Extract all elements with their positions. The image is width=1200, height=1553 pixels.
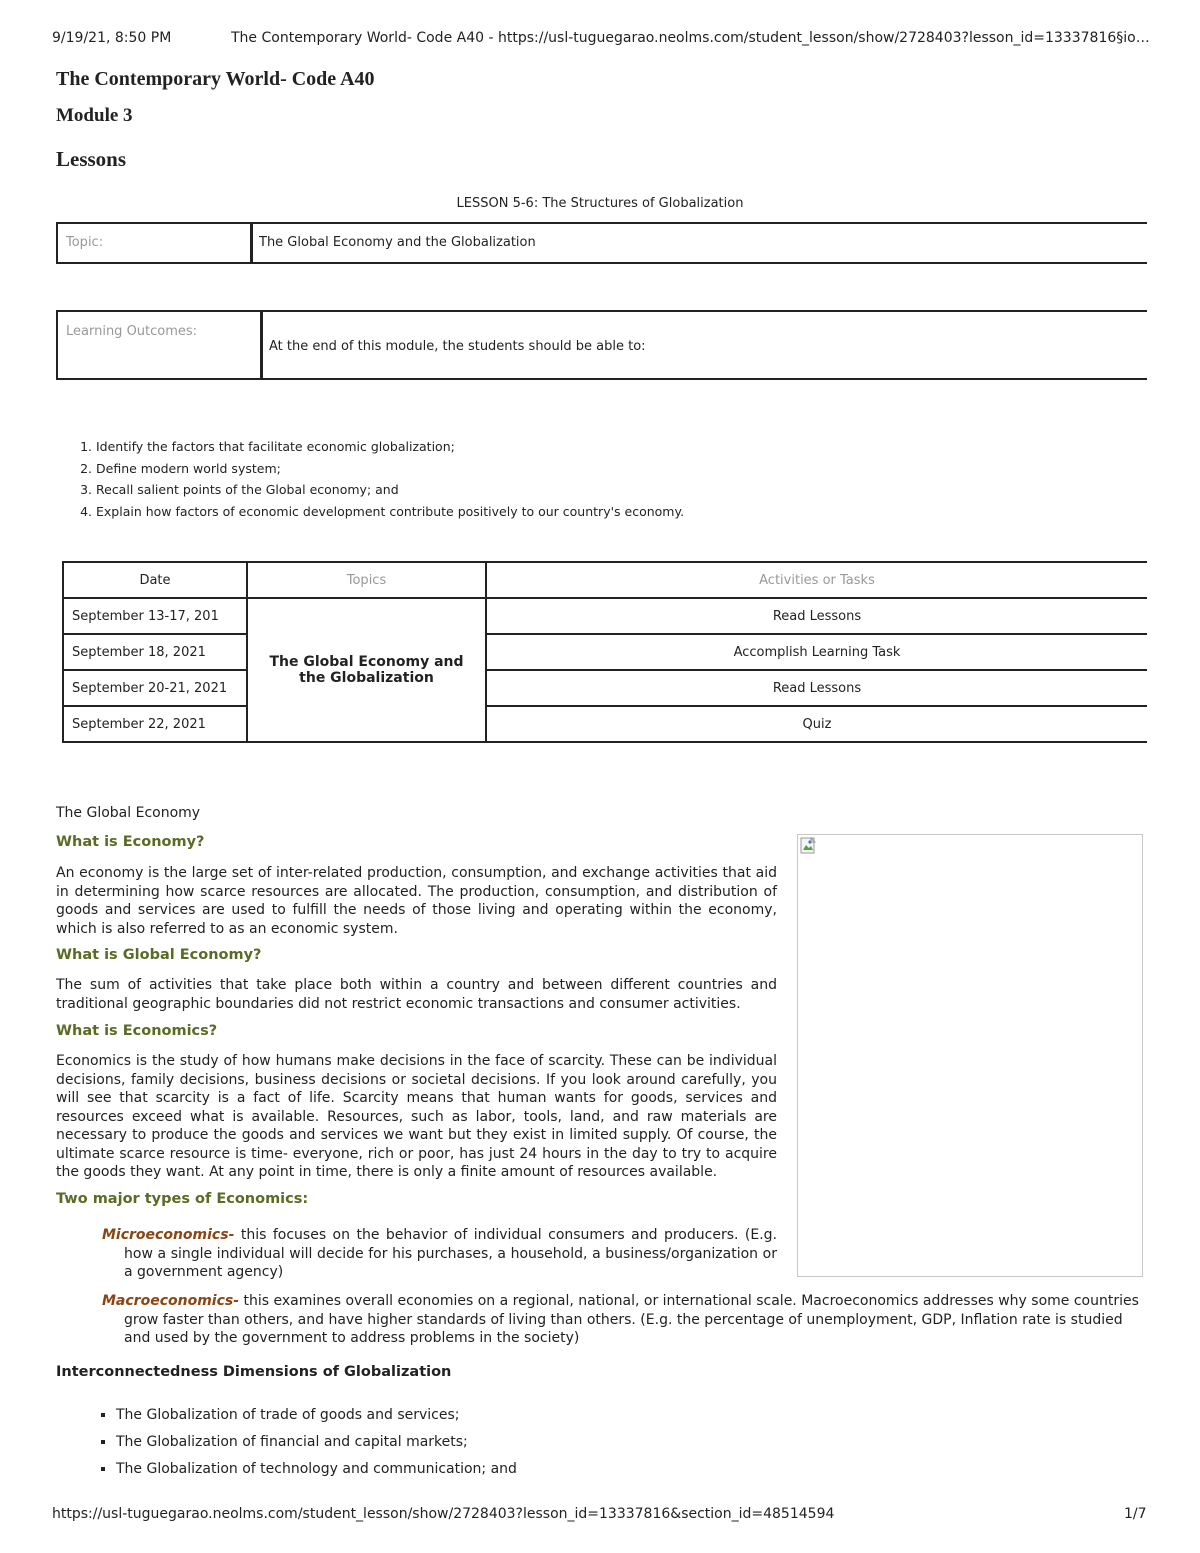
dimension-item: ▪ The Globalization of technology and communication; and [116,1456,517,1483]
course-title: The Contemporary World- Code A40 [56,68,375,90]
row-topic: The Global Economy and the Globalization [247,598,486,742]
print-title-url: The Contemporary World- Code A40 - https://usl-tuguegarao.neolms.com/student_lesson/show/2728403?lesson_id=13337816§io… [231,30,1150,46]
learning-outcomes-box [56,310,1147,380]
content-section-title: The Global Economy [56,805,201,821]
answer-economics: Economics is the study of how humans make decisions in the face of scarcity. These can be individual decisions, family decisions, business decisions or societal decisions. If you look around carefully, you will see that scarcity is a fact of life. Scarcity means that human wants for goods, services and resources exceed what is available. Resources, such as labor, tools, land, and raw materials are necessary to produce the goods and services we want but they exist in limited supply. Of course, the ultimate scarce resource is time- everyone, rich or poor, has just 24 hours in the day to try to acquire the goods they want. At any point in time, there is only a finite amount of resources available. [56,1053,777,1180]
header-activities: Activities or Tasks [486,562,1147,598]
row-date: September 13-17, 201 [63,598,247,634]
row-activity: Quiz [486,706,1147,742]
table-row [63,670,1147,706]
row-activity: Accomplish Learning Task [486,634,1147,670]
table-header-row [63,562,1147,598]
macroeconomics-term: Macroeconomics- [102,1293,240,1309]
row-activity: Read Lessons [486,670,1147,706]
row-activity: Read Lessons [486,598,1147,634]
dimension-item: ▪ The Globalization of trade of goods and services; [116,1402,517,1429]
broken-image-icon [800,837,818,855]
row-date: September 18, 2021 [63,634,247,670]
dimension-item: ▪ The Globalization of financial and capital markets; [116,1429,517,1456]
schedule-table [62,561,1147,743]
table-row [63,598,1147,634]
answer-global-economy: The sum of activities that take place both within a country and between different countries and traditional geographic boundaries did not restrict economic transactions and consumer activities. [56,977,777,1012]
question-economy: What is Economy? [56,834,205,850]
learning-outcomes-intro: At the end of this module, the students should be able to: [269,339,646,354]
topic-box [56,222,1147,264]
topic-value: The Global Economy and the Globalization [259,235,536,250]
outcome-item: 1. Identify the factors that facilitate economic globalization; [96,436,684,458]
section-title: Lessons [56,147,127,171]
header-date: Date [63,562,247,598]
table-row [63,706,1147,742]
outcome-item: 2. Define modern world system; [96,458,684,480]
print-footer-url: https://usl-tuguegarao.neolms.com/student_lesson/show/2728403?lesson_id=13337816&section_id=48514594 [52,1506,835,1522]
question-economics: What is Economics? [56,1023,218,1039]
row-date: September 22, 2021 [63,706,247,742]
topic-label: Topic: [58,224,253,262]
dimensions-list [56,1402,517,1483]
row-date: September 20-21, 2021 [63,670,247,706]
learning-outcomes-label: Learning Outcomes: [58,312,263,378]
question-global-economy: What is Global Economy? [56,947,262,963]
microeconomics-item [102,1226,777,1282]
answer-economy: An economy is the large set of inter-related production, consumption, and exchange activities that aid in determining how scarce resources are allocated. The production, consumption, and distribution of goods and services are used to fulfill the needs of those living and operating within the economy, which is also referred to as an economic system. [56,865,777,937]
microeconomics-term: Microeconomics- [102,1227,235,1243]
lesson-image-placeholder [797,834,1143,1277]
macroeconomics-text: this examines overall economies on a regional, national, or international scale. Macroeconomics addresses why some countries grow faster than others, and have higher standards of living than others. (E.g. the percentage of unemployment, GDP, Inflation rate is studied and used by the government to address problems in the society) [124,1293,1139,1346]
learning-outcomes-list [54,436,684,523]
print-datetime: 9/19/21, 8:50 PM [52,30,172,46]
table-row [63,634,1147,670]
outcome-item: 4. Explain how factors of economic development contribute positively to our country's economy. [96,501,684,523]
lesson-title: LESSON 5-6: The Structures of Globalization [456,196,744,211]
macroeconomics-item [102,1292,1143,1348]
outcome-item: 3. Recall salient points of the Global economy; and [96,479,684,501]
dimensions-heading: Interconnectedness Dimensions of Globalization [56,1364,452,1380]
header-topics: Topics [247,562,486,598]
module-title: Module 3 [56,105,133,126]
microeconomics-text: this focuses on the behavior of individual consumers and producers. (E.g. how a single individual will decide for his purchases, a household, a business/organization or a government agency) [124,1227,777,1280]
print-page-number: 1/7 [1124,1506,1147,1522]
two-types-heading: Two major types of Economics: [56,1191,309,1207]
